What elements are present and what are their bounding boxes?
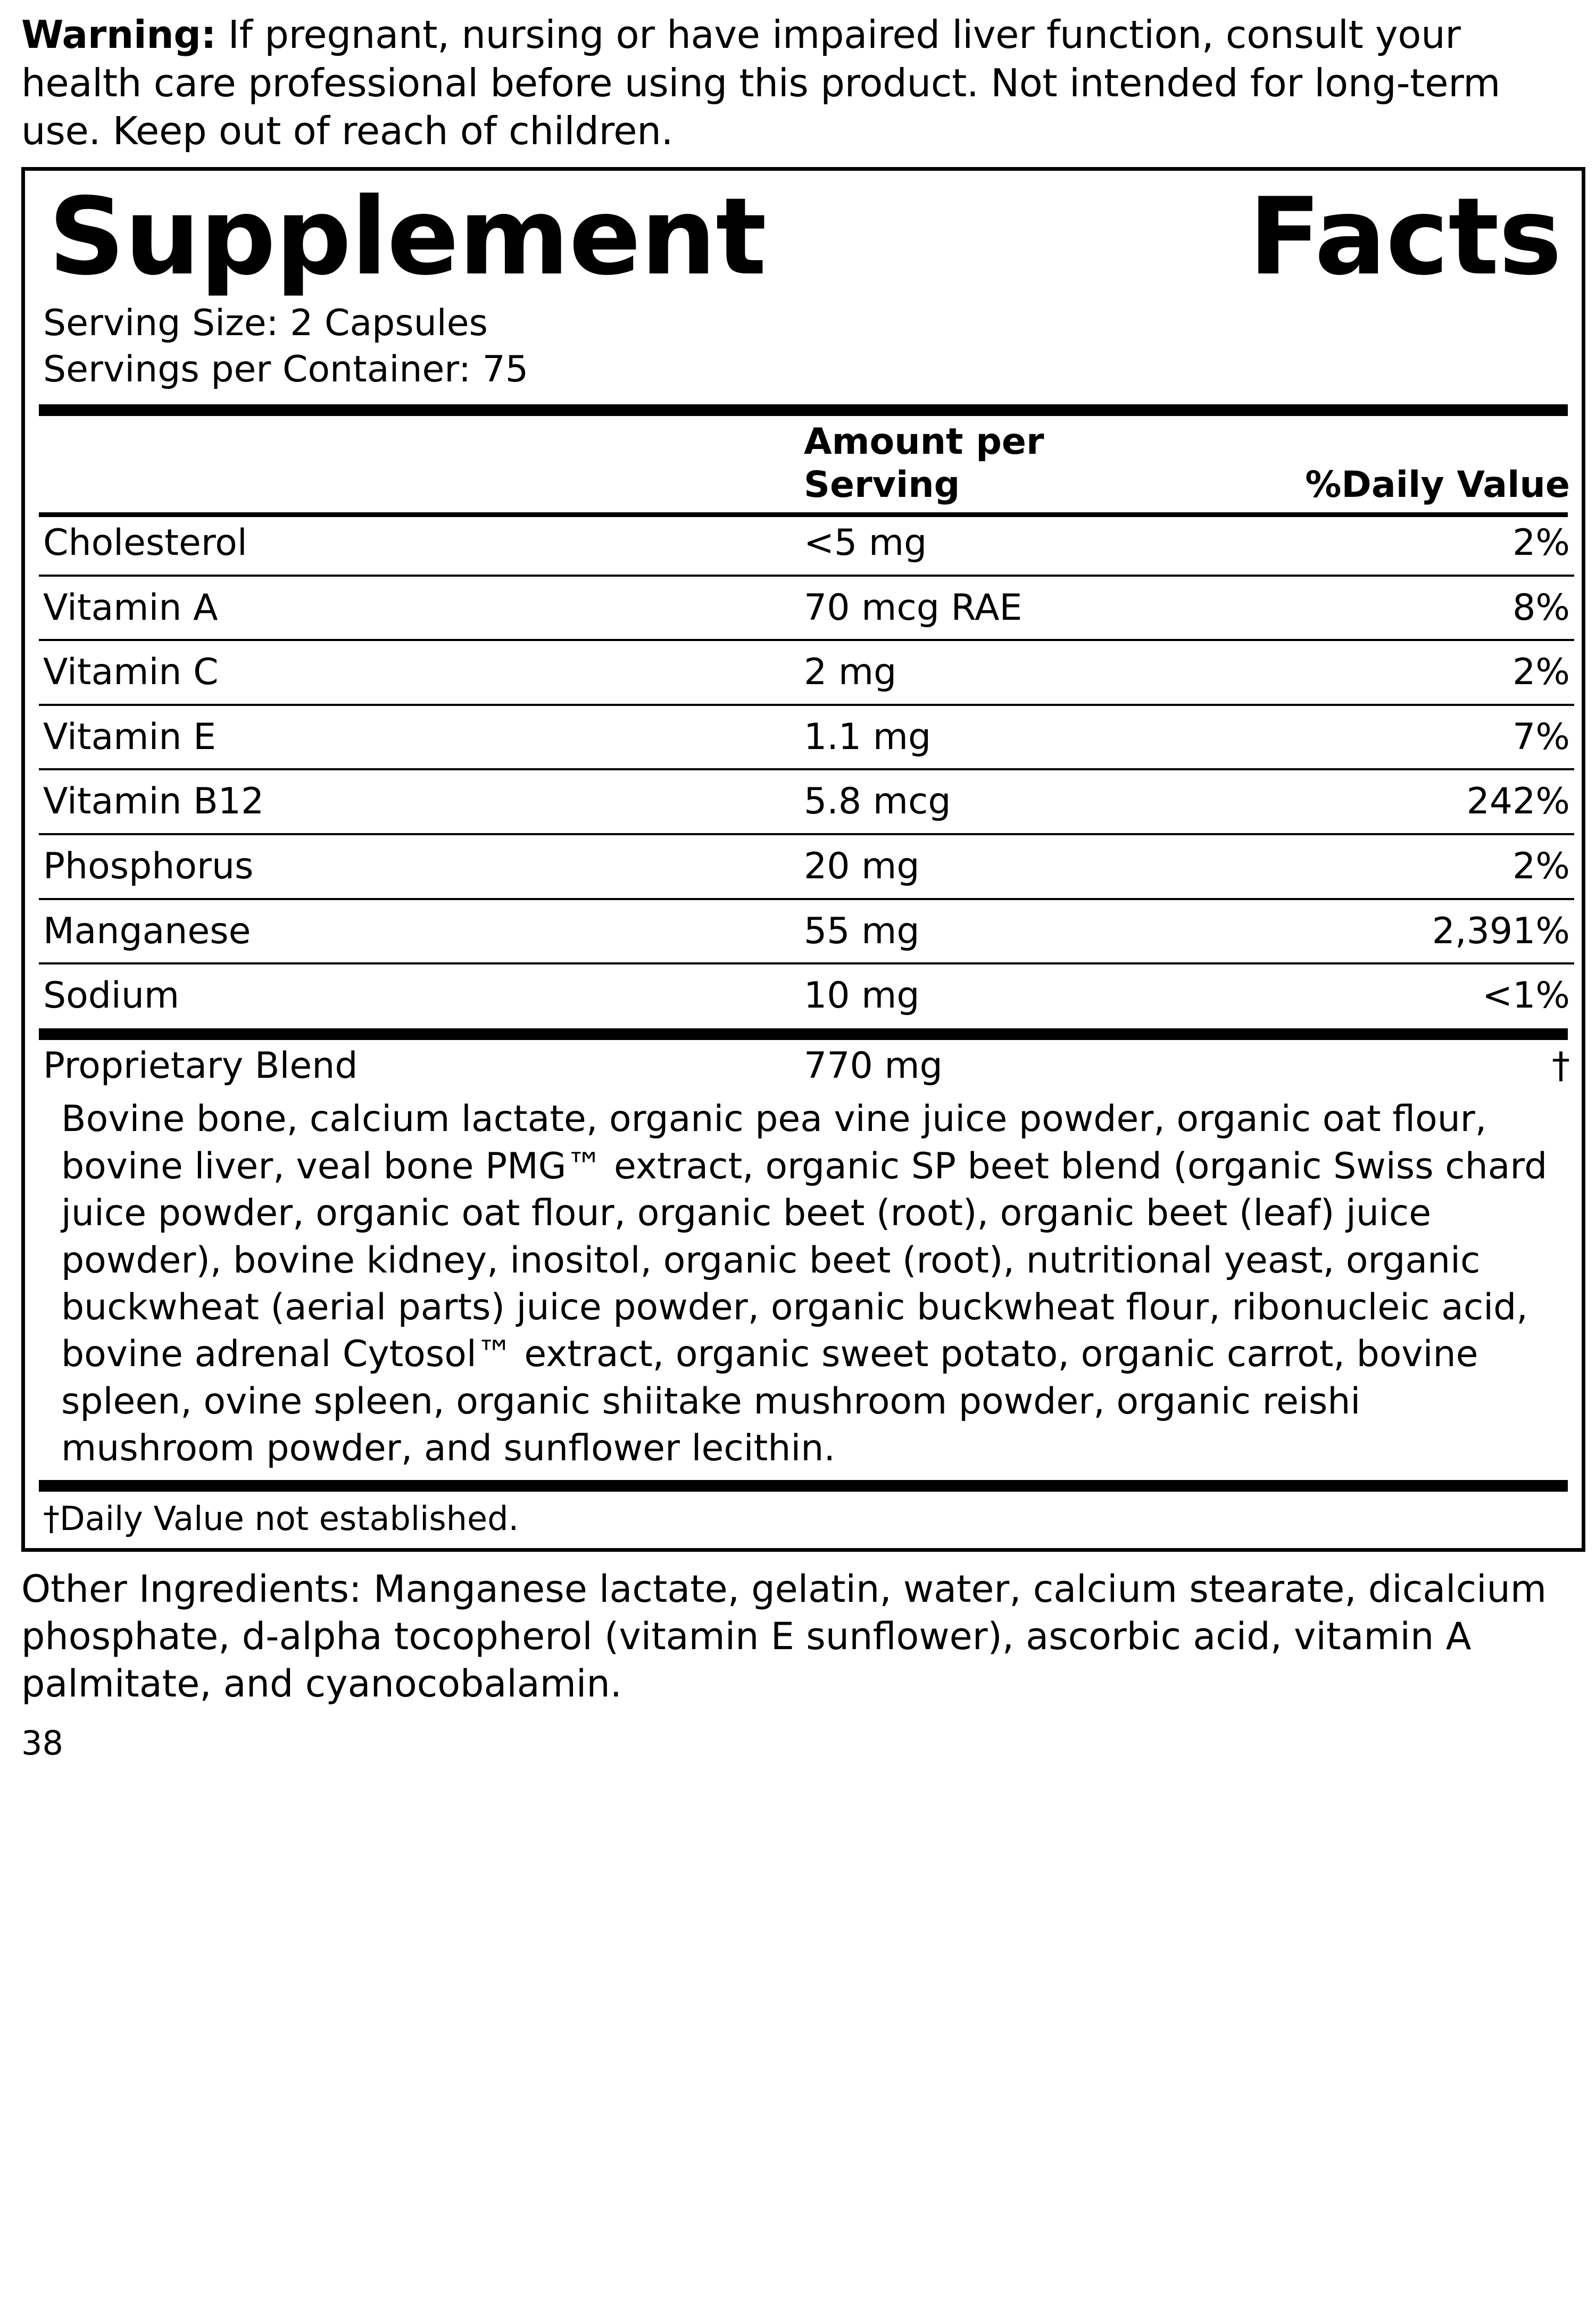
row-divider	[39, 570, 1574, 582]
header-blank	[39, 416, 804, 512]
nutrient-dv: 7%	[1512, 716, 1570, 758]
table-row	[39, 582, 1574, 635]
nutrient-name: Vitamin B12	[43, 780, 264, 823]
table-row	[39, 841, 1574, 894]
rule-top-thick	[39, 404, 1568, 416]
page-number: 38	[21, 1723, 63, 1762]
nutrient-dv: 2%	[1512, 845, 1570, 888]
nutrient-amount: 20 mg	[804, 845, 920, 888]
nutrient-amount: <5 mg	[804, 522, 927, 564]
servings-per-container: Servings per Container: 75	[43, 348, 529, 390]
nutrient-dv: 2,391%	[1432, 910, 1570, 952]
table-row	[39, 1040, 1574, 1093]
rule-under-header	[39, 512, 1568, 517]
panel-title-right: Facts	[1248, 175, 1561, 300]
warning-paragraph	[21, 11, 1575, 155]
table-row	[39, 776, 1574, 829]
nutrient-name: Vitamin E	[43, 716, 217, 758]
nutrient-rows-table	[39, 517, 1574, 1023]
nutrient-amount: 5.8 mcg	[804, 780, 951, 823]
row-divider	[39, 829, 1574, 841]
header-amount-per-serving: Amount per Serving	[804, 420, 1044, 506]
header-daily-value: %Daily Value	[1305, 464, 1570, 506]
nutrient-amount: 70 mcg RAE	[804, 586, 1023, 629]
table-header-row	[39, 416, 1574, 512]
nutrient-dv: 8%	[1512, 586, 1570, 629]
nutrient-dv: <1%	[1482, 975, 1570, 1017]
supplement-facts-panel	[21, 167, 1585, 1552]
nutrient-name: Cholesterol	[43, 522, 247, 564]
warning-text: If pregnant, nursing or have impaired liver function, consult your health care professional before using this product. Not intended for long-term use. Keep out of reach of children.	[21, 12, 1501, 154]
table-row	[39, 970, 1574, 1023]
blend-ingredient-list: Bovine bone, calcium lactate, organic pea vine juice powder, organic oat flour, bovine liver, veal bone PMG™ extract, organic SP beet blend (organic Swiss chard juice powder, organic oat flour, organic beet (root), organic beet (leaf) juice powder), bovine kidney, inositol, organic beet (root), nutritional yeast, organic buckwheat (aerial parts) juice powder, organic buckwheat flour, ribonucleic acid, bovine adrenal Cytosol™ extract, organic sweet potato, organic carrot, bovine spleen, ovine spleen, organic shiitake mushroom powder, organic reishi mushroom powder, and sunflower lecithin.	[61, 1098, 1548, 1470]
blend-amount: 770 mg	[804, 1044, 943, 1087]
table-row	[39, 646, 1574, 700]
table-row	[39, 905, 1574, 959]
nutrient-dv: 242%	[1466, 780, 1570, 823]
nutrition-table	[39, 416, 1574, 512]
row-divider	[39, 764, 1574, 776]
rule-below-blend	[39, 1480, 1568, 1492]
row-divider	[39, 894, 1574, 905]
nutrient-name: Vitamin C	[43, 651, 219, 694]
nutrient-amount: 10 mg	[804, 975, 920, 1017]
panel-title	[39, 175, 1568, 300]
row-divider	[39, 635, 1574, 646]
daily-value-footnote: †Daily Value not established.	[43, 1499, 519, 1538]
proprietary-blend-table	[39, 1040, 1574, 1093]
nutrient-amount: 1.1 mg	[804, 716, 932, 758]
nutrient-dv: 2%	[1512, 651, 1570, 694]
blend-name: Proprietary Blend	[43, 1044, 358, 1087]
table-row	[39, 517, 1574, 570]
rule-above-blend	[39, 1028, 1568, 1040]
nutrient-dv: 2%	[1512, 522, 1570, 564]
nutrient-amount: 55 mg	[804, 910, 920, 952]
row-divider	[39, 700, 1574, 711]
nutrient-name: Vitamin A	[43, 586, 218, 629]
blend-dv: †	[1552, 1044, 1570, 1087]
nutrient-name: Manganese	[43, 910, 251, 952]
nutrient-name: Phosphorus	[43, 845, 254, 888]
other-ingredients: Other Ingredients: Manganese lactate, gelatin, water, calcium stearate, dicalcium phosphate, d-alpha tocopherol (vitamin E sunflower), ascorbic acid, vitamin A palmitate, and cyanocobalamin.	[21, 1567, 1547, 1706]
warning-label: Warning:	[21, 12, 217, 57]
serving-size: Serving Size: 2 Capsules	[43, 302, 488, 345]
panel-title-left: Supplement	[48, 175, 766, 300]
nutrient-name: Sodium	[43, 975, 180, 1017]
table-row	[39, 711, 1574, 764]
nutrient-amount: 2 mg	[804, 651, 897, 694]
row-divider	[39, 958, 1574, 970]
